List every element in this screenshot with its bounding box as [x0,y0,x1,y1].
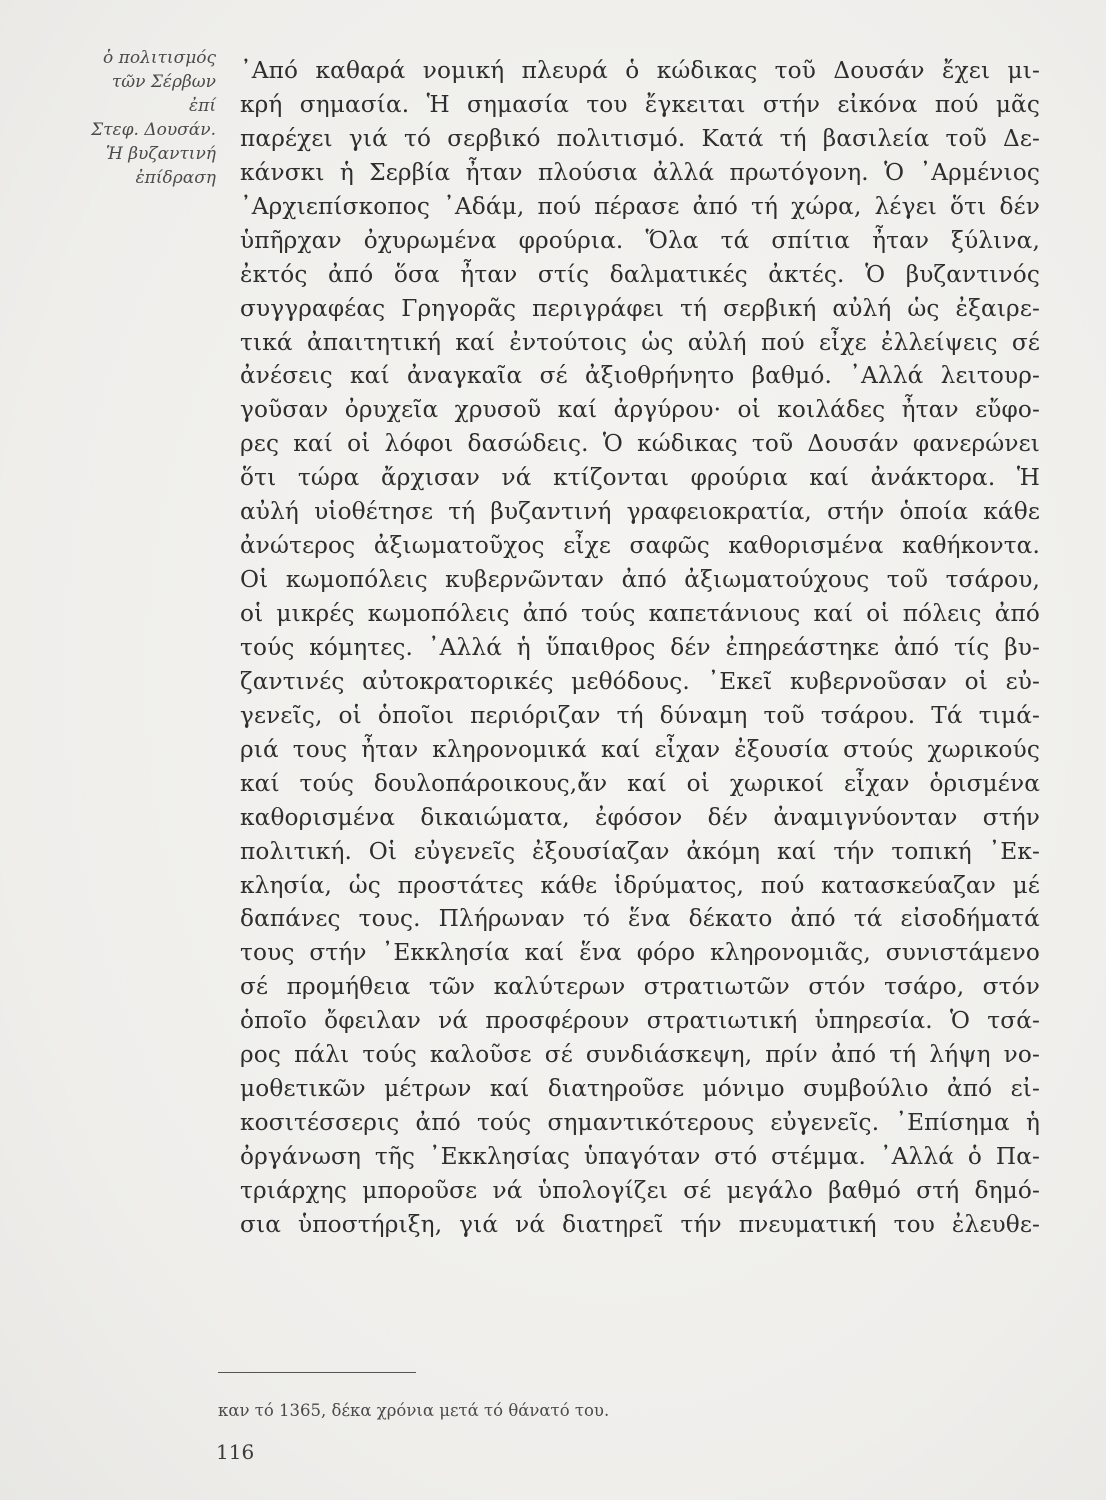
text-line: ἐκτός ἀπό ὅσα ἦταν στίς δαλματικές ἀκτές. Ὁ βυζαντινός [240,260,1040,288]
margin-note-line: ὁ πολιτισμός [103,48,216,68]
text-line: τριάρχης μποροῦσε νά ὑπολογίζει σέ μεγάλο βαθμό στή δημό- [240,1176,1040,1204]
text-line: δαπάνες τους. Πλήρωναν τό ἕνα δέκατο ἀπό τά εἰσοδήματά [240,905,1040,933]
text-line: ὀργάνωση τῆς ᾿Εκκλησίας ὑπαγόταν στό στέμμα. ᾿Αλλά ὁ Πα- [240,1143,1040,1170]
text-line: τούς κόμητες. ᾿Αλλά ἡ ὕπαιθρος δέν ἐπηρεάστηκε ἀπό τίς βυ- [240,633,1040,661]
text-line: Οἱ κωμοπόλεις κυβερνῶνταν ἀπό ἀξιωματούχους τοῦ τσάρου, [240,566,1040,594]
text-line: ρες καί οἱ λόφοι δασώδεις. Ὁ κώδικας τοῦ Δουσάν φανερώνει [240,430,1040,458]
text-line: ἀνώτερος ἀξιωματοῦχος εἶχε σαφῶς καθορισμένα καθήκοντα. [240,532,1040,560]
footnote-divider [218,1372,416,1373]
text-line: αὐλή υἱοθέτησε τή βυζαντινή γραφειοκρατία, στήν ὁποία κάθε [240,498,1040,526]
page-number: 116 [216,1440,255,1464]
text-line: ᾿Αρχιεπίσκοπος ᾿Αδάμ, πού πέρασε ἀπό τή χώρα, λέγει ὅτι δέν [240,192,1040,220]
margin-note-line: Στεφ. Δουσάν. [91,120,216,140]
text-line: κοσιτέσσερις ἀπό τούς σημαντικότερους εὐγενεῖς. ᾿Επίσημα ἡ [240,1109,1040,1137]
text-line: σια ὑποστήριξη, γιά νά διατηρεῖ τήν πνευματική του ἐλευθε- [240,1210,1040,1238]
text-line: γοῦσαν ὀρυχεῖα χρυσοῦ καί ἀργύρου· οἱ κοιλάδες ἦταν εὔφο- [240,396,1040,424]
text-line: μοθετικῶν μέτρων καί διατηροῦσε μόνιμο συμβούλιο ἀπό εἰ- [240,1075,1040,1103]
text-line: ζαντινές αὐτοκρατορικές μεθόδους. ᾿Εκεῖ κυβερνοῦσαν οἱ εὐ- [240,667,1040,695]
text-line: ὑπῆρχαν ὀχυρωμένα φρούρια. Ὅλα τά σπίτια ἦταν ξύλινα, [240,226,1040,254]
text-line: ὁποῖο ὄφειλαν νά προσφέρουν στρατιωτική ὑπηρεσία. Ὁ τσά- [240,1007,1040,1035]
text-line: ριά τους ἦταν κληρονομικά καί εἶχαν ἐξουσία στούς χωρικούς [240,735,1040,763]
text-line: σέ προμήθεια τῶν καλύτερων στρατιωτῶν στόν τσάρο, στόν [240,973,1040,1001]
main-text [240,54,1040,1242]
text-line: συγγραφέας Γρηγορᾶς περιγράφει τή σερβική αὐλή ὡς ἐξαιρε- [240,294,1040,322]
text-line: καθορισμένα δικαιώματα, ἐφόσον δέν ἀναμιγνύονταν στήν [240,803,1040,831]
text-line: ᾿Από καθαρά νομική πλευρά ὁ κώδικας τοῦ Δουσάν ἔχει μι- [240,57,1040,84]
text-line: τικά ἀπαιτητική καί ἐντούτοις ὡς αὐλή πού εἶχε ἐλλείψεις σέ [240,328,1040,356]
text-line: οἱ μικρές κωμοπόλεις ἀπό τούς καπετάνιους καί οἱ πόλεις ἀπό [240,600,1040,627]
text-line: τους στήν ᾿Εκκλησία καί ἕνα φόρο κληρονομιᾶς, συνιστάμενο [240,939,1040,967]
text-line: πολιτική. Οἱ εὐγενεῖς ἐξουσίαζαν ἀκόμη καί τήν τοπική ᾿Εκ- [240,837,1040,865]
margin-note-line: Ἡ βυζαντινή [105,144,216,164]
text-line: ὅτι τώρα ἄρχισαν νά κτίζονται φρούρια καί ἀνάκτορα. Ἡ [240,464,1040,492]
text-line: παρέχει γιά τό σερβικό πολιτισμό. Κατά τή βασιλεία τοῦ Δε- [240,124,1040,152]
margin-note [40,46,216,190]
text-line: κρή σημασία. Ἡ σημασία του ἔγκειται στήν εἰκόνα πού μᾶς [240,90,1040,118]
text-line: γενεῖς, οἱ ὁποῖοι περιόριζαν τή δύναμη τοῦ τσάρου. Τά τιμά- [240,701,1040,729]
margin-note-line: τῶν Σέρβων [111,72,216,92]
text-line: κάνσκι ἡ Σερβία ἦταν πλούσια ἀλλά πρωτόγονη. Ὁ ᾿Αρμένιος [240,158,1040,186]
text-line: κλησία, ὡς προστάτες κάθε ἱδρύματος, πού κατασκεύαζαν μέ [240,871,1040,899]
footnote: καν τό 1365, δέκα χρόνια μετά τό θάνατό του. [218,1401,610,1420]
text-line: καί τούς δουλοπάροικους,ἄν καί οἱ χωρικοί εἶχαν ὁρισμένα [240,769,1040,797]
margin-note-line: ἐπί [189,96,216,116]
text-line: ρος πάλι τούς καλοῦσε σέ συνδιάσκεψη, πρίν ἀπό τή λήψη νο- [240,1041,1040,1069]
margin-note-line: ἐπίδραση [135,168,216,188]
text-line: ἀνέσεις καί ἀναγκαῖα σέ ἀξιοθρήνητο βαθμό. ᾿Αλλά λειτουρ- [240,362,1040,390]
